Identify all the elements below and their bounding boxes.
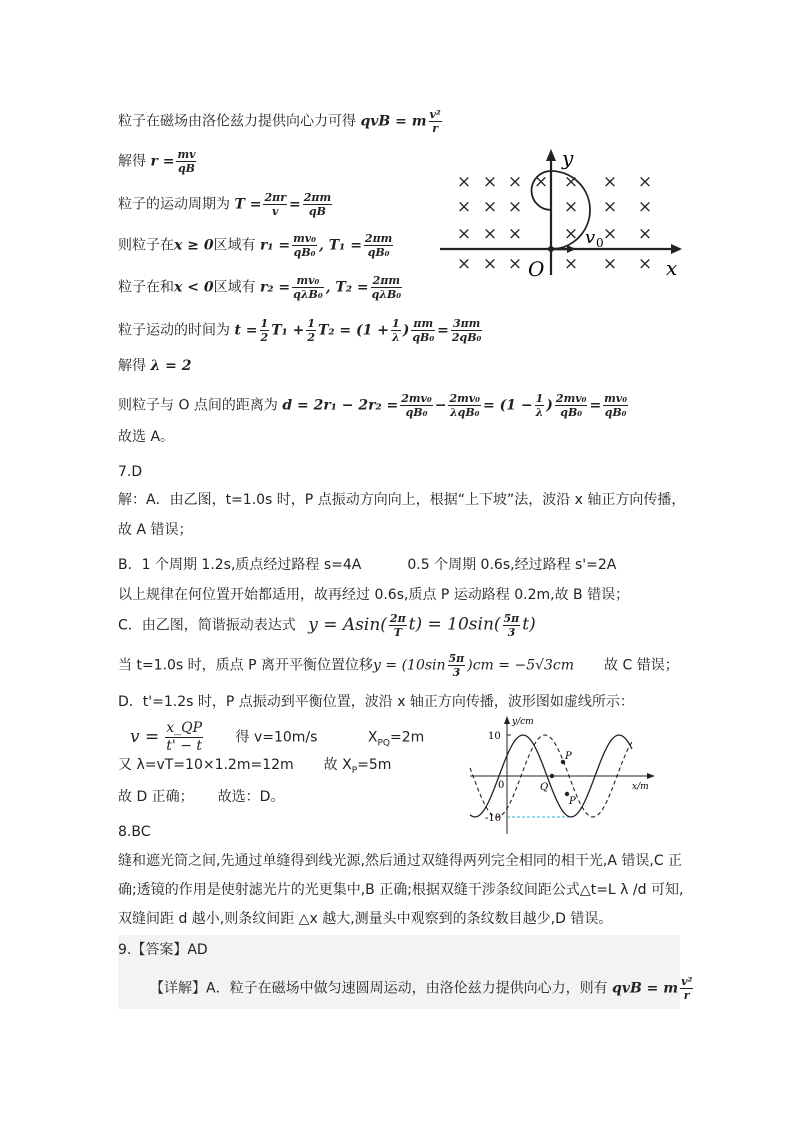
field-cross: × <box>533 172 549 192</box>
sol6-line-3: 粒子的运动周期为 T = $\frac{2\pi r}{v}$ = $\frac{2\pi m}{qB}$ <box>118 191 332 218</box>
wave-x-label: x/m <box>632 782 649 792</box>
fraction: $\frac{\text{mv₀}}{\text{qB₀}}$ <box>604 392 628 419</box>
field-cross: × <box>482 197 498 217</box>
q9-detail: 【详解】A．粒子在磁场中做匀速圆周运动，由洛伦兹力提供向心力，则有 qvB = m $\frac{\text{v²}}{r}$ <box>150 975 693 1002</box>
field-cross: × <box>456 197 472 217</box>
field-cross: × <box>602 254 618 274</box>
q7-number: 7.D <box>118 464 143 480</box>
sol6-line-7: 解得 λ = 2 <box>118 358 192 374</box>
field-cross: × <box>507 197 523 217</box>
fraction: $\frac{1}{2}$ <box>307 317 315 344</box>
fraction: $\frac{mv}{qB}$ <box>177 148 196 175</box>
q7-part-d-line-4: 故 D 正确； 故选：D。 <box>118 789 285 805</box>
fraction: $\frac{1}{\lambda}$ <box>535 392 544 419</box>
fraction: $\frac{5\pi}{3}$ <box>503 612 520 639</box>
fraction: $\frac{3\pi m}{\text{2qB₀}}$ <box>451 317 482 344</box>
point-Q-label: Q <box>540 782 549 793</box>
field-cross: × <box>637 197 653 217</box>
fraction: $\frac{x\_QP}{t' - t}$ <box>166 720 203 754</box>
sol6-line-8: 则粒子与 O 点间的距离为 d = 2r₁ − 2r₂ = $\frac{\text{2mv₀}}{\text{qB₀}}$ − $\frac{\text{2mv₀}}{\text{λqB₀}}$ = (1 − $\frac{1}{\lambda}$ ) $\frac{\text{2mv₀}}{\text{qB₀}}$ = $\frac{\text{mv₀}}{\text{qB₀}}$ <box>118 392 628 419</box>
wave-graph <box>460 710 660 838</box>
field-cross: × <box>602 224 618 244</box>
q8-line-3: 双缝间距 d 越小,则条纹间距 △x 越大,测量头中观察到的条纹数目越少,D 错误。 <box>118 911 613 927</box>
q7-part-b-line-1: B．1 个周期 1.2s,质点经过路程 s=4A 0.5 个周期 0.6s,经过路程 s'=2A <box>118 557 617 573</box>
field-cross: × <box>637 254 653 274</box>
q7-part-a-line-1: 解：A．由乙图，t=1.0s 时，P 点振动方向向上，根据“上下坡”法，波沿 x 轴正方向传播， <box>118 492 686 508</box>
field-cross: × <box>482 172 498 192</box>
fraction: $\frac{\text{2mv₀}}{\text{qB₀}}$ <box>401 392 432 419</box>
field-cross: × <box>507 172 523 192</box>
point-P-label: P <box>565 751 572 762</box>
x-axis-arrow <box>671 244 682 254</box>
sol6-line-2: 解得 r = $\frac{mv}{qB}$ <box>118 148 196 175</box>
fraction: $\frac{2\pi m}{\text{qB₀}}$ <box>364 232 393 259</box>
velocity-subscript: 0 <box>596 236 604 250</box>
field-cross: × <box>456 172 472 192</box>
fraction: $\frac{\text{v²}}{r}$ <box>681 975 693 1002</box>
velocity-label: v <box>585 227 596 248</box>
fraction: $\frac{\text{v²}}{r}$ <box>429 108 441 135</box>
y-axis-label: y <box>562 146 574 170</box>
field-cross: × <box>602 172 618 192</box>
sol6-line-6: 粒子运动的时间为 t = $\frac{1}{2}$ T₁ + $\frac{1}{2}$ T₂ = (1 + $\frac{1}{\lambda}$ ) $\frac{\pi m}{\text{qB₀}}$ = $\frac{3\pi m}{\text{2qB₀}}$ <box>118 317 482 344</box>
q7-part-d-line-3: 又 λ=vT=10×1.2m=12m 故 $X_P=5m$ <box>118 757 392 776</box>
sol6-line-9: 故选 A。 <box>118 429 175 445</box>
q7-part-d-line-2: v = $\frac{x\_QP}{t' - t}$ 得 v=10m/s $X_{PQ}=2m$ <box>130 720 425 754</box>
fraction: $\frac{\pi m}{\text{qB₀}}$ <box>412 317 435 344</box>
q7-part-c-line-1: C．由乙图，简谐振动表达式 y = Asin( $\frac{2\pi}{T}$ t) = 10sin( $\frac{5\pi}{3}$ t) <box>118 612 536 639</box>
q8-line-1: 缝和遮光筒之间,先通过单缝得到线光源,然后通过双缝得两列完全相同的相干光,A 错误,C 正 <box>118 853 683 869</box>
wave-y-max: 10 <box>488 731 501 742</box>
sol6-line-4: 则粒子在x ≥ 0区域有 r₁ = $\frac{\text{mv₀}}{\text{qB₀}}$ , T₁ = $\frac{2\pi m}{\text{qB₀}}$ <box>118 232 393 259</box>
point-Q-marker <box>550 774 554 778</box>
fraction: $\frac{\text{2mv₀}}{\text{λqB₀}}$ <box>449 392 480 419</box>
fraction: $\frac{\text{2mv₀}}{\text{qB₀}}$ <box>555 392 587 419</box>
q7-part-c-line-2: 当 t=1.0s 时，质点 P 离开平衡位置位移y = (10sin $\frac{5\pi}{3}$ )cm = −5√3cm 故 C 错误； <box>118 652 679 679</box>
field-cross: × <box>456 224 472 244</box>
field-cross: × <box>637 172 653 192</box>
x-axis-label: x <box>666 256 678 280</box>
q9-number: 9.【答案】AD <box>118 942 208 958</box>
fraction: $\frac{\text{mv₀}}{\text{qB₀}}$ <box>293 232 317 259</box>
q7-part-b-line-2: 以上规律在何位置开始都适用，故再经过 0.6s,质点 P 运动路程 0.2m,故 B 错误； <box>118 587 630 603</box>
y-axis-arrow <box>546 149 556 161</box>
wave-y-label: y/cm <box>512 717 534 727</box>
point-P2-label: P <box>569 796 576 807</box>
origin-label: O <box>528 257 545 280</box>
magnetic-field-diagram <box>430 135 690 280</box>
fraction: $\frac{\text{mv₀}}{\text{qλB₀}}$ <box>293 274 323 301</box>
sol6-line-5: 粒子在和x < 0区域有 r₂ = $\frac{\text{mv₀}}{\text{qλB₀}}$ , T₂ = $\frac{2\pi m}{\text{qλB₀}}$ <box>118 274 402 301</box>
field-cross: × <box>563 254 579 274</box>
field-cross: × <box>507 254 523 274</box>
field-cross: × <box>482 224 498 244</box>
field-cross: × <box>563 172 579 192</box>
fraction: $\frac{1}{\lambda}$ <box>392 317 400 344</box>
field-cross: × <box>563 224 579 244</box>
fraction: $\frac{2\pi m}{\text{qλB₀}}$ <box>371 274 402 301</box>
q7-part-d-line-1: D．t'=1.2s 时，P 点振动到平衡位置，波沿 x 轴正方向传播，波形图如虚线所示： <box>118 694 634 710</box>
fraction: $\frac{1}{2}$ <box>260 317 269 344</box>
field-crosses <box>457 172 652 274</box>
fraction: $\frac{5\pi}{3}$ <box>448 652 465 679</box>
field-cross: × <box>507 224 523 244</box>
sol6-line-1: 粒子在磁场由洛伦兹力提供向心力可得 qvB = m $\frac{\text{v²}}{r}$ <box>118 108 441 135</box>
field-cross: × <box>602 197 618 217</box>
q8-line-2: 确;透镜的作用是使射滤光片的光更集中,B 正确;根据双缝干涉条纹间距公式△t=L λ /d 可知, <box>118 882 684 898</box>
q8-number: 8.BC <box>118 824 151 840</box>
wave-y-min: -10 <box>485 813 502 824</box>
fraction: $\frac{2\pi}{T}$ <box>389 612 406 639</box>
wave-origin: 0 <box>498 780 505 791</box>
field-cross: × <box>637 224 653 244</box>
field-cross: × <box>563 197 579 217</box>
q7-part-a-line-2: 故 A 错误； <box>118 522 193 538</box>
field-cross: × <box>482 254 498 274</box>
field-cross: × <box>456 254 472 274</box>
fraction: $\frac{2\pi m}{qB}$ <box>303 191 332 218</box>
fraction: $\frac{2\pi r}{v}$ <box>264 191 286 218</box>
